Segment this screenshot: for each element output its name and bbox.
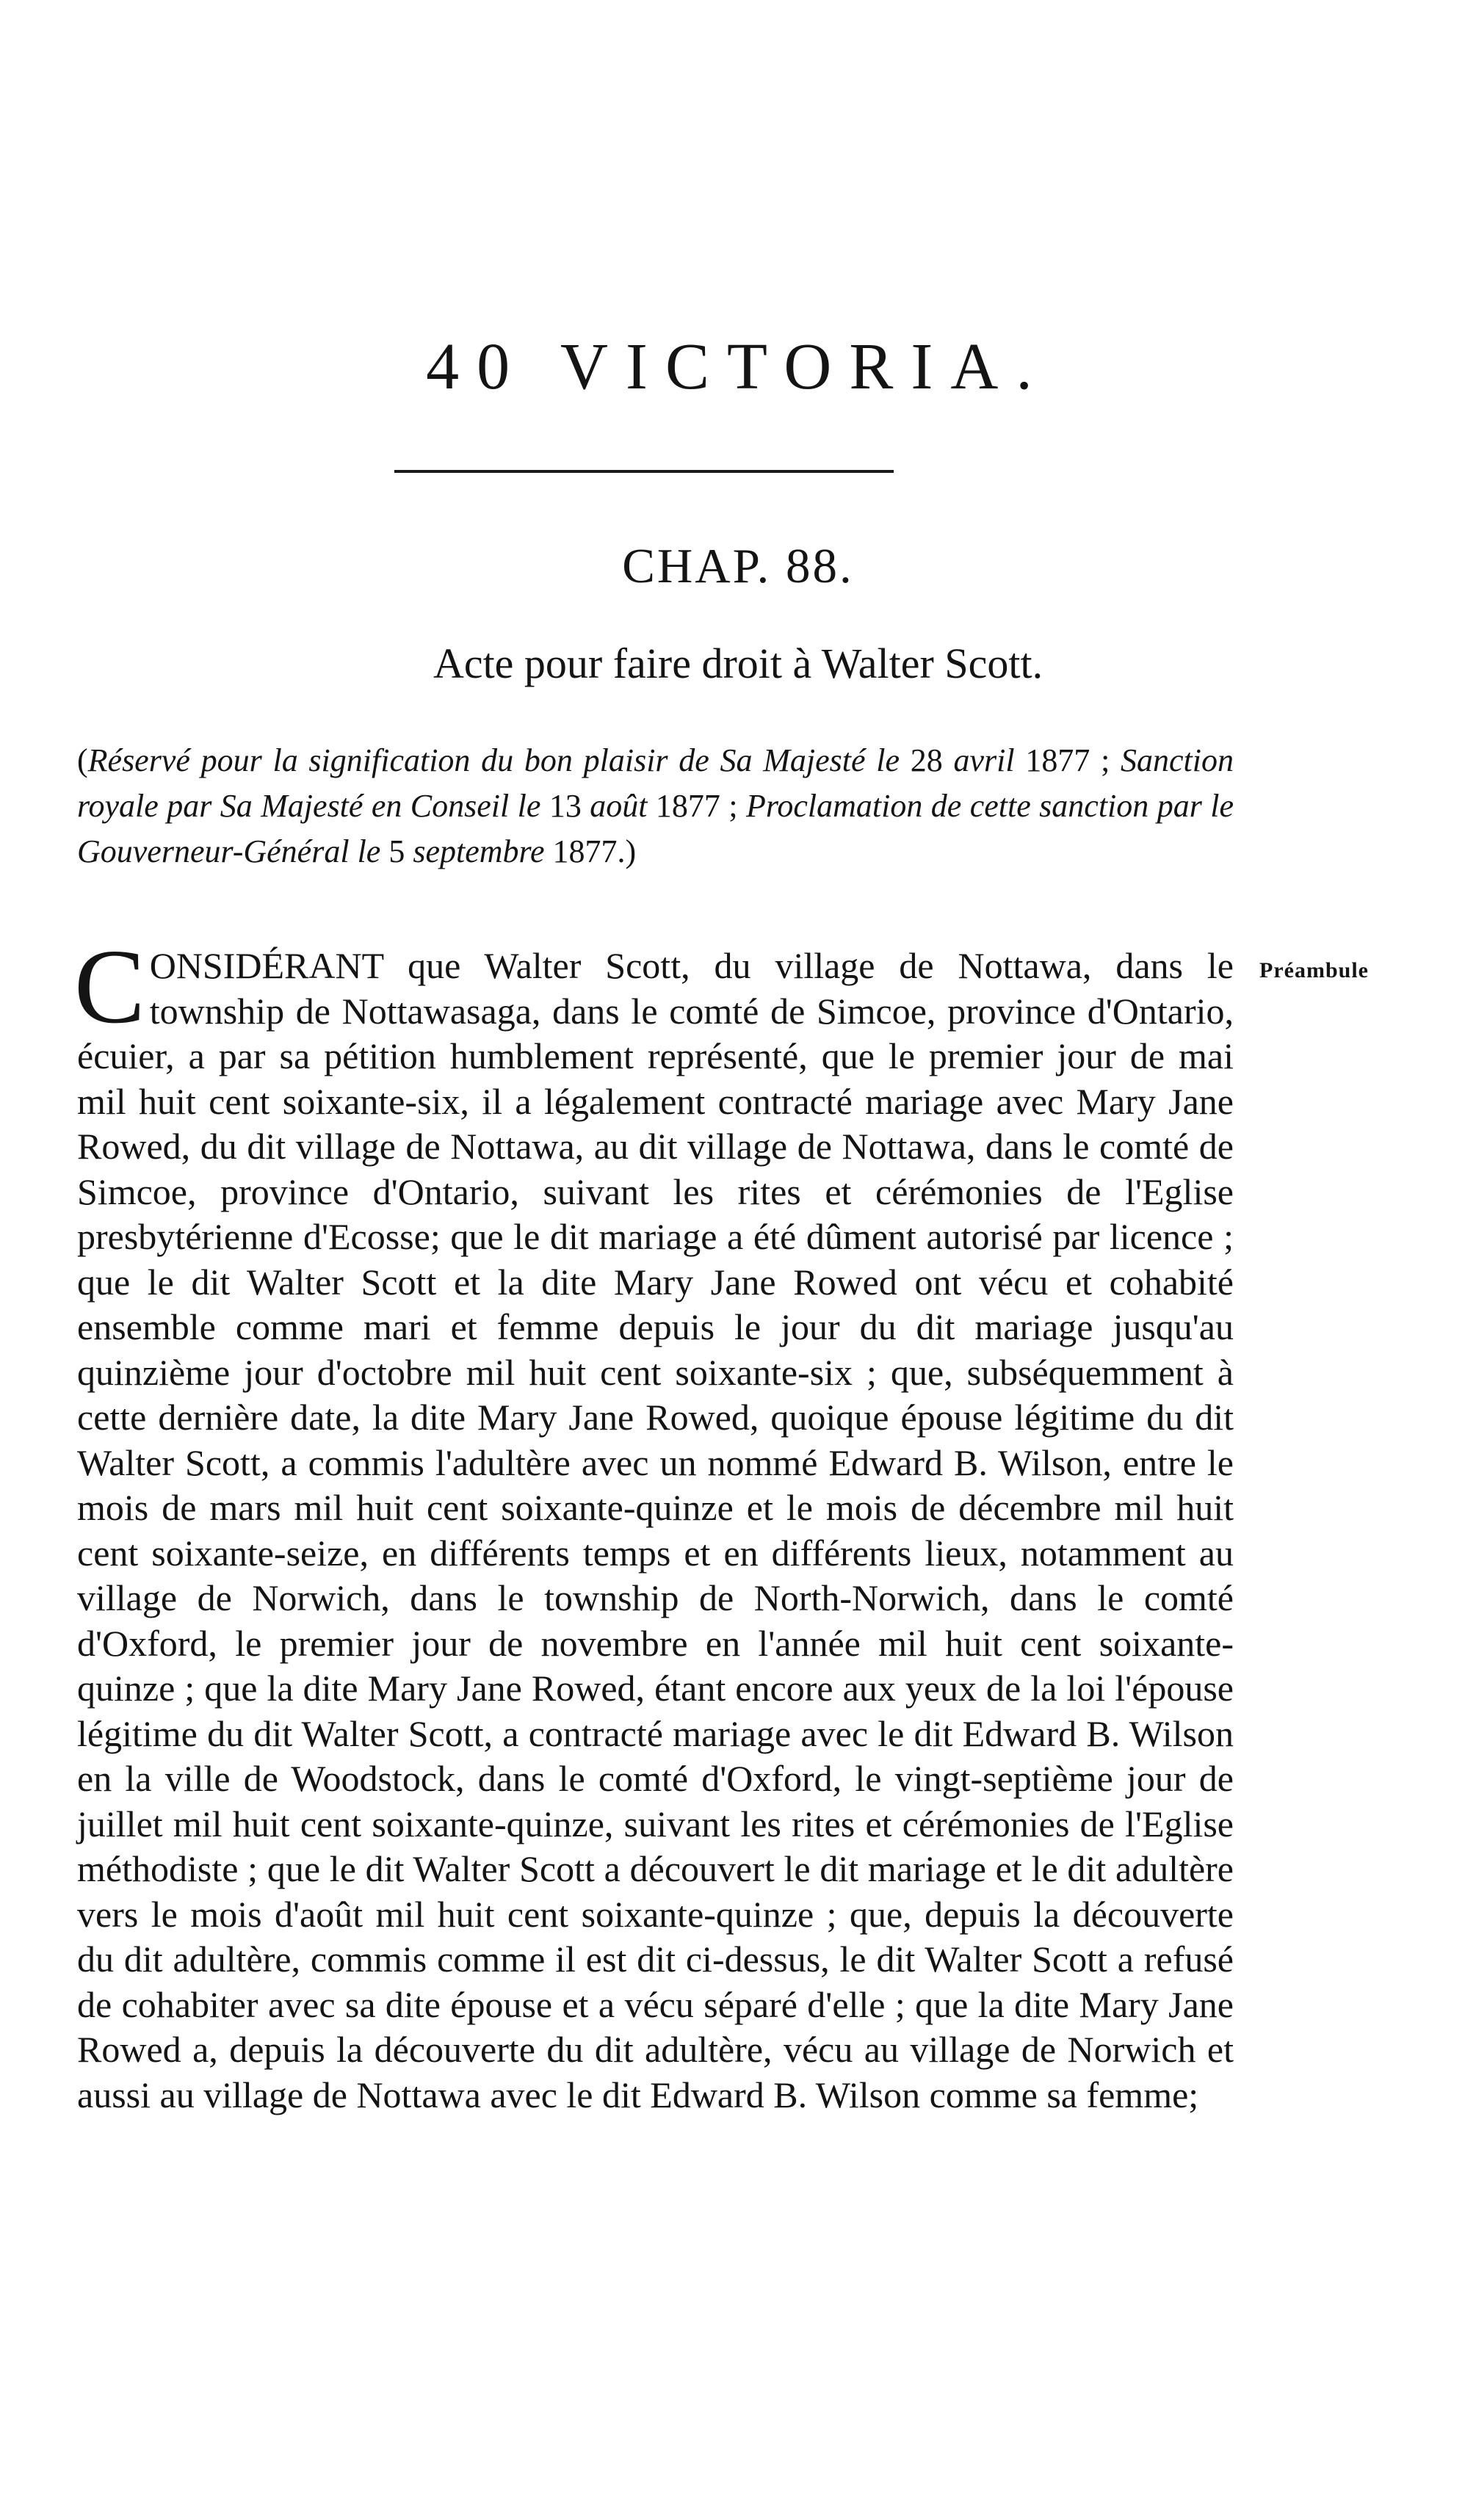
margin-note-preamble: Préambule	[1259, 958, 1369, 982]
note-num-6: 1877.)	[544, 833, 637, 869]
note-num-2: 1877 ;	[1014, 742, 1121, 778]
note-text-5: Proclamation de cette sanction par le Gouverneur-Général le	[77, 788, 1234, 869]
note-text-6: septembre	[413, 833, 545, 869]
note-text-3: Sanction royale par Sa Majesté en Conseil le	[77, 742, 1234, 824]
note-num-5: 5	[380, 833, 413, 869]
header-rule	[394, 470, 894, 473]
note-open: (	[77, 742, 88, 778]
note-text-2: avril	[953, 742, 1015, 778]
note-text-4: août	[590, 788, 648, 824]
page-header: 40 VICTORIA.	[426, 330, 1050, 403]
assent-note	[77, 738, 1234, 875]
chapter-heading: CHAP. 88.	[622, 539, 854, 593]
preamble-text: ONSIDÉRANT que Walter Scott, du village de Nottawa, dans le township de Nottawasaga, dans le comté de Simcoe, province d'Ontario, écuier, a par sa pétition humblement représenté, que le premier jour de mai mil huit cent soixante-six, il a légalement contracté mariage avec Mary Jane Rowed, du dit village de Nottawa, au dit village de Nottawa, dans le comté de Simcoe, province d'Ontario, suivant les rites et cérémonies de l'Eglise presbytérienne d'Ecosse; que le dit mariage a été dûment autorisé par licence ; que le dit Walter Scott et la dite Mary Jane Rowed ont vécu et cohabité ensemble comme mari et femme depuis le jour du dit mariage jusqu'au quinzième jour d'octobre mil huit cent soixante-six ; que, subséquemment à cette dernière date, la dite Mary Jane Rowed, quoique épouse légitime du dit Walter Scott, a commis l'adultère avec un nommé Edward B. Wilson, entre le mois de mars mil huit cent soixante-quinze et le mois de décembre mil huit cent soixante-seize, en différents temps et en différents lieux, notamment au village de Norwich, dans le township de North-Norwich, dans le comté d'Oxford, le premier jour de novembre en l'année mil huit cent soixante-quinze ; que la dite Mary Jane Rowed, étant encore aux yeux de la loi l'épouse légitime du dit Walter Scott, a contracté mariage avec le dit Edward B. Wilson en la ville de Woodstock, dans le comté d'Oxford, le vingt-septième jour de juillet mil huit cent soixante-quinze, suivant les rites et cérémonies de l'Eglise méthodiste ; que le dit Walter Scott a découvert le dit mariage et le dit adultère vers le mois d'août mil huit cent soixante-quinze ; que, depuis la découverte du dit adultère, commis comme il est dit ci-dessus, le dit Walter Scott a refusé de cohabiter avec sa dite épouse et a vécu séparé d'elle ; que la dite Mary Jane Rowed a, depuis la découverte du dit adultère, vécu au village de Norwich et aussi au village de Nottawa avec le dit Edward B. Wilson comme sa femme;	[77, 945, 1234, 2115]
note-text-1: Réservé pour la signification du bon plaisir de Sa Majesté le	[87, 742, 900, 778]
preamble-paragraph	[74, 928, 1234, 2118]
note-num-3: 13	[540, 788, 590, 824]
note-num-1: 28	[900, 742, 954, 778]
drop-cap: C	[74, 928, 145, 1046]
note-num-4: 1877 ;	[647, 788, 746, 824]
act-title: Acte pour faire droit à Walter Scott.	[433, 640, 1043, 687]
